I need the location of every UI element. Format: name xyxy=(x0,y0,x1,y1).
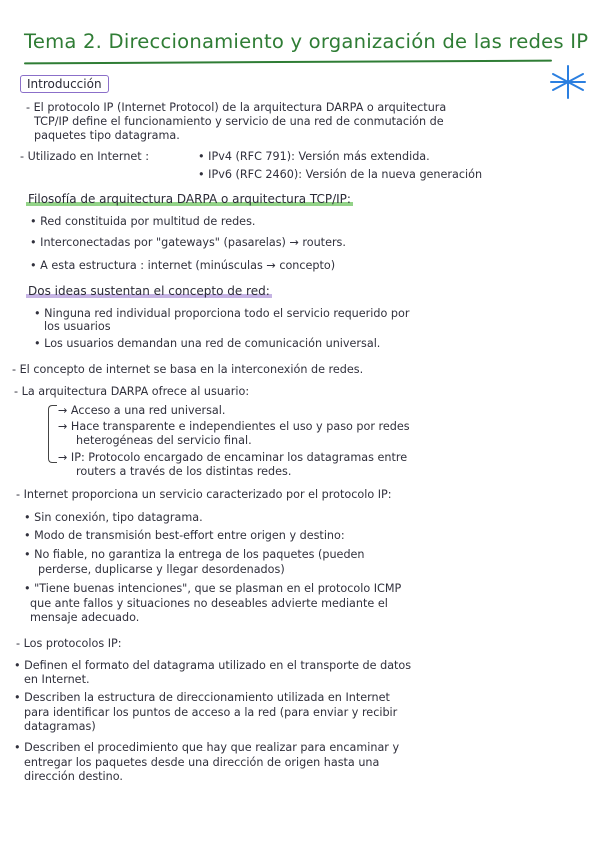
darpa-item-2: → Hace transparente e independientes el uso y paso por redes xyxy=(58,420,410,433)
protocolos-item-3: • Describen la estructura de direccionamiento utilizada en Internet xyxy=(14,691,390,704)
ideas-item-3: • Los usuarios demandan una red de comunicación universal. xyxy=(34,337,381,350)
servicio-item-7: mensaje adecuado. xyxy=(30,611,140,624)
title-underline xyxy=(24,60,552,65)
ideas-item-1: • Ninguna red individual proporciona todo el servicio requerido por xyxy=(34,307,410,320)
filosofia-item-3: • A esta estructura : internet (minúsculas → concepto) xyxy=(30,259,336,272)
intro-line-3: paquetes tipo datagrama. xyxy=(34,129,180,142)
filosofia-item-1: • Red constituida por multitud de redes. xyxy=(30,215,256,228)
intro-line-2: TCP/IP define el funcionamiento y servicio de una red de conmutación de xyxy=(34,115,444,128)
servicio-item-4: perderse, duplicarse y llegar desordenados) xyxy=(38,563,285,576)
darpa-item-3: heterogéneas del servicio final. xyxy=(76,434,252,447)
page-title: Tema 2. Direccionamiento y organización de las redes IP xyxy=(24,30,589,53)
darpa-line: - La arquitectura DARPA ofrece al usuario: xyxy=(14,385,250,398)
ideas-heading: Dos ideas sustentan el concepto de red: xyxy=(28,284,270,298)
filosofia-heading: Filosofía de arquitectura DARPA o arquitectura TCP/IP: xyxy=(28,192,351,206)
concepto-line: - El concepto de internet se basa en la interconexión de redes. xyxy=(12,363,364,376)
filosofia-item-2: • Interconectadas por "gateways" (pasarelas) → routers. xyxy=(30,236,346,249)
internet-label: - Utilizado en Internet : xyxy=(20,150,150,163)
darpa-item-5: routers a través de los distintas redes. xyxy=(76,465,292,478)
servicio-item-6: que ante fallos y situaciones no deseables advierte mediante el xyxy=(30,597,388,610)
protocolos-item-6: • Describen el procedimiento que hay que realizar para encaminar y xyxy=(14,741,400,754)
protocolos-item-7: entregar los paquetes desde una dirección de origen hasta una xyxy=(24,756,380,769)
darpa-item-1: → Acceso a una red universal. xyxy=(58,404,226,417)
servicio-item-2: • Modo de transmisión best-effort entre origen y destino: xyxy=(24,529,345,542)
protocolos-item-4: para identificar los puntos de acceso a la red (para enviar y recibir xyxy=(24,706,398,719)
servicio-line: - Internet proporciona un servicio caracterizado por el protocolo IP: xyxy=(16,488,392,501)
darpa-item-4: → IP: Protocolo encargado de encaminar los datagramas entre xyxy=(58,451,408,464)
ideas-item-2: los usuarios xyxy=(44,320,111,333)
servicio-item-5: • "Tiene buenas intenciones", que se plasman en el protocolo ICMP xyxy=(24,582,402,595)
darpa-bracket xyxy=(48,405,57,463)
protocolos-item-1: • Definen el formato del datagrama utilizado en el transporte de datos xyxy=(14,659,412,672)
protocolos-item-8: dirección destino. xyxy=(24,770,123,783)
ip-version-1: • IPv4 (RFC 791): Versión más extendida. xyxy=(198,150,430,163)
ip-version-2: • IPv6 (RFC 2460): Versión de la nueva generación xyxy=(198,168,483,181)
protocolos-line: - Los protocolos IP: xyxy=(16,637,122,650)
intro-line-1: - El protocolo IP (Internet Protocol) de la arquitectura DARPA o arquitectura xyxy=(26,101,447,114)
servicio-item-3: • No fiable, no garantiza la entrega de los paquetes (pueden xyxy=(24,548,365,561)
protocolos-item-5: datagramas) xyxy=(24,720,96,733)
intro-heading: Introducción xyxy=(20,75,109,93)
servicio-item-1: • Sin conexión, tipo datagrama. xyxy=(24,511,203,524)
asterisk-icon xyxy=(548,62,588,102)
protocolos-item-2: en Internet. xyxy=(24,673,90,686)
